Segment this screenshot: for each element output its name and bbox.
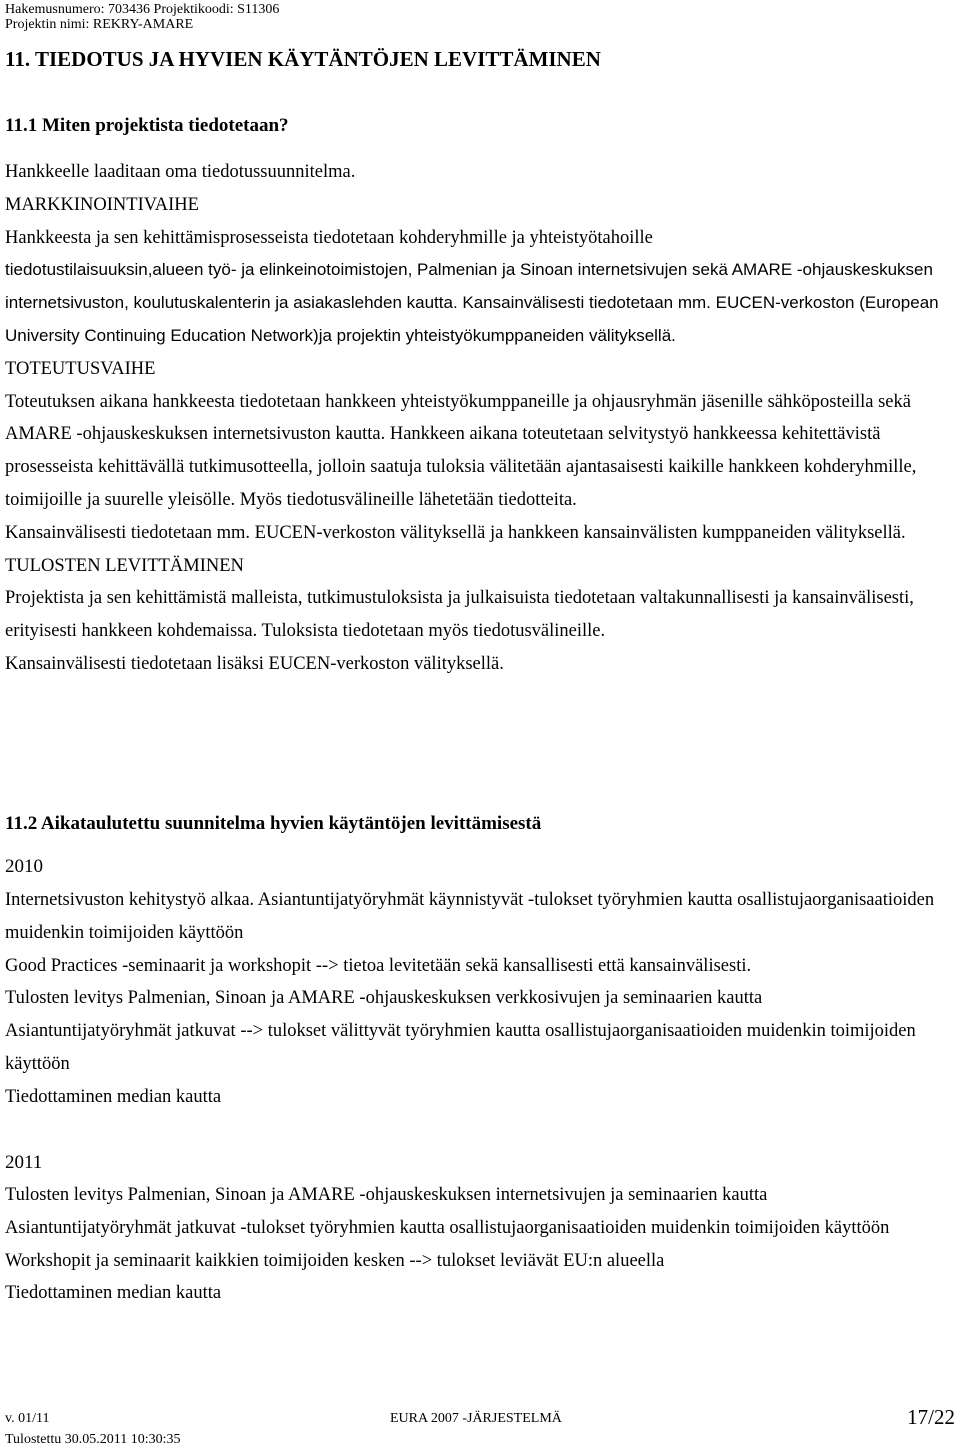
schedule-2010-item: Tiedottaminen median kautta (5, 1086, 222, 1107)
paragraph-plan: Hankkeelle laaditaan oma tiedotussuunnitelma. (5, 162, 356, 182)
schedule-2010-item: Asiantuntijatyöryhmät jatkuvat --> tulokset välittyvät työryhmien kautta osallistujaorganisaatioiden muidenkin toimijoiden käyttöön (5, 1021, 916, 1074)
footer-page-number: 17/22 (907, 1405, 955, 1429)
paragraph-international-1: Kansainvälisesti tiedotetaan mm. EUCEN-verkoston välityksellä ja hankkeen kansainvälisten kumppaneiden välityksellä. (5, 522, 906, 543)
paragraph-marketing-intro: Hankkeesta ja sen kehittämisprosesseista tiedotetaan kohderyhmille ja yhteistyötahoille (5, 227, 653, 248)
schedule-2011-list (5, 1179, 957, 1310)
paragraph-international-2: Kansainvälisesti tiedotetaan lisäksi EUCEN-verkoston välityksellä. (5, 653, 504, 674)
section-11-1-body (5, 156, 957, 681)
subsection-title-11-1 (5, 115, 289, 137)
schedule-2011-item: Asiantuntijatyöryhmät jatkuvat -tulokset työryhmien kautta osallistujaorganisaatioiden muidenkin toimijoiden käyttöön (5, 1217, 890, 1238)
subsection-title-11-1-text: 11.1 Miten projektista tiedotetaan? (5, 115, 289, 136)
heading-marketing-phase: MARKKINOINTIVAIHE (5, 194, 199, 215)
heading-implementation-phase: TOTEUTUSVAIHE (5, 358, 156, 379)
schedule-2011-item: Workshopit ja seminaarit kaikkien toimijoiden kesken --> tulokset leviävät EU:n alueella (5, 1250, 665, 1271)
footer-system: EURA 2007 -JÄRJESTELMÄ (390, 1411, 562, 1426)
section-title: 11. TIEDOTUS JA HYVIEN KÄYTÄNTÖJEN LEVITTÄMINEN (5, 47, 601, 71)
schedule-2010-item: Tulosten levitys Palmenian, Sinoan ja AMARE -ohjauskeskuksen verkkosivujen ja seminaarien kautta (5, 988, 763, 1009)
header-application-number: Hakemusnumero: 703436 Projektikoodi: S11306 (5, 2, 280, 17)
schedule-2011-item: Tulosten levitys Palmenian, Sinoan ja AMARE -ohjauskeskuksen internetsivujen ja seminaarien kautta (5, 1185, 768, 1205)
schedule-2010-item: Internetsivuston kehitystyö alkaa. Asiantuntijatyöryhmät käynnistyvät -tulokset työryhmien kautta osallistujaorganisaatioiden muidenkin toimijoiden käyttöön (5, 890, 935, 943)
header-project-name: Projektin nimi: REKRY-AMARE (5, 17, 194, 32)
year-2010: 2010 (5, 856, 43, 877)
paragraph-marketing-channels: tiedotustilaisuuksin,alueen työ- ja elinkeinotoimistojen, Palmenian ja Sinoan internetsivujen sekä AMARE -ohjauskeskuksen internetsivuston, koulutuskalenterin ja asiakaslehden kautta. Kansainvälisesti tiedotetaan mm. EUCEN-verkoston (European University Continuing Education Network)ja projektin yhteistyökumppaneiden välityksellä. (5, 260, 939, 345)
schedule-2010-list (5, 884, 957, 1114)
paragraph-implementation: Toteutuksen aikana hankkeesta tiedotetaan hankkeen yhteistyökumppaneille ja ohjausryhmän jäsenille sähköposteilla sekä AMARE -ohjauskeskuksen internetsivuston kautta. Hankkeen aikana toteutetaan selvitystyö hankkeessa kehitettävistä prosesseista kehittävällä tutkimusotteella, jolloin saatuja tuloksia välitetään ajantasaisesti kaikille hankkeen kohderyhmille, toimijoille ja suurelle yleisölle. Myös tiedotusvälineille lähetetään tiedotteita. (5, 391, 917, 510)
footer-version: v. 01/11 (5, 1411, 50, 1426)
footer-printed-date: Tulostettu 30.05.2011 10:30:35 (5, 1432, 181, 1447)
heading-results-dissemination: TULOSTEN LEVITTÄMINEN (5, 555, 244, 576)
schedule-2011-item: Tiedottaminen median kautta (5, 1283, 222, 1304)
subsection-title-11-2: 11.2 Aikataulutettu suunnitelma hyvien käytäntöjen levittämisestä (5, 813, 542, 834)
paragraph-results: Projektista ja sen kehittämistä malleista, tutkimustuloksista ja julkaisuista tiedotetaan valtakunnallisesti ja kansainvälisesti, erityisesti hankkeen kohdemaissa. Tuloksista tiedotetaan myös tiedotusvälineille. (5, 588, 914, 642)
schedule-2010-item: Good Practices -seminaarit ja workshopit --> tietoa levitetään sekä kansallisesti että kansainvälisesti. (5, 955, 752, 976)
year-2011: 2011 (5, 1152, 43, 1173)
